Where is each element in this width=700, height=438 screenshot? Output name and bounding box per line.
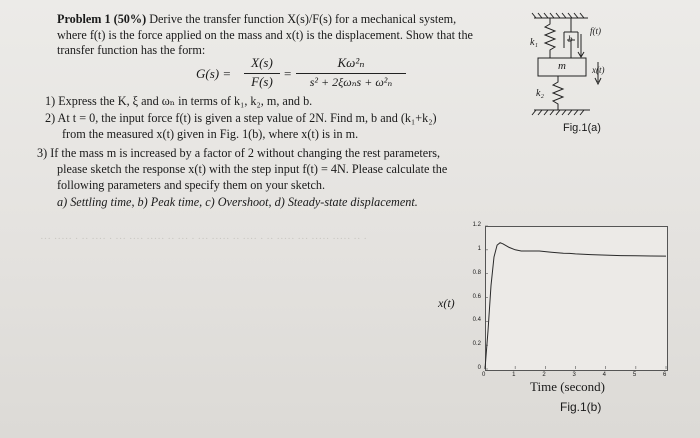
chart-ylabel: x(t): [438, 296, 455, 310]
mechanical-diagram-drawing: [528, 10, 648, 120]
ground-top-hatch: [532, 13, 584, 18]
xtick-label: 6: [663, 372, 667, 378]
label-xt: x(t): [592, 65, 605, 75]
question-3-line3: following parameters and specify them on your sketch.: [57, 178, 326, 192]
label-b: b: [568, 34, 573, 44]
xtick-label: 5: [632, 372, 637, 378]
formula-den1: F(s): [251, 74, 273, 89]
question-2-line2: from the measured x(t) given in Fig. 1(b), where x(t) is in m.: [62, 127, 359, 141]
mechanical-diagram: [528, 10, 648, 120]
formula-equals: =: [284, 66, 292, 81]
problem-intro-line1: [57, 12, 456, 27]
figure-1a-caption: Fig.1(a): [563, 122, 601, 134]
formula-den2: s² + 2ξωₙs + ω²ₙ: [309, 75, 393, 89]
formula-num2: Kω²ₙ: [337, 55, 365, 70]
xtick-label: 4: [602, 372, 606, 378]
xtick-label: 0: [482, 372, 486, 378]
ytick-label: 0.4: [472, 317, 481, 324]
ground-bottom-hatch: [532, 110, 584, 115]
label-m: m: [558, 60, 566, 72]
ytick-label: 1: [477, 245, 481, 252]
formula-lhs: G(s) =: [196, 66, 232, 81]
question-3-line2: please sketch the response x(t) with the step input f(t) = 4N. Please calculate the: [57, 162, 448, 176]
label-k2: k₂: [536, 88, 544, 99]
problem-text-line1: Derive the transfer function X(s)/F(s) for a mechanical system,: [149, 12, 457, 26]
step-response-chart: [485, 226, 666, 369]
ytick-label: 0.2: [472, 341, 481, 348]
problem-intro-line2: where f(t) is the force applied on the mass and x(t) is the displacement. Show that the: [57, 28, 473, 42]
question-2-line1: 2) At t = 0, the input force f(t) is given a step value of 2N. Find m, b and (k₁+k₂): [45, 111, 437, 125]
problem-heading: Problem 1 (50%): [57, 12, 147, 26]
chart-xlabel: Time (second): [530, 379, 605, 394]
label-ft: f(t): [590, 26, 601, 36]
spring-k1: [545, 18, 555, 58]
xtick-label: 3: [572, 372, 576, 378]
ytick-label: 1.2: [472, 222, 481, 228]
transfer-function-formula: [196, 55, 416, 95]
label-k1: k₁: [530, 37, 538, 48]
ytick-label: 0: [477, 365, 481, 371]
series-line-xt: [485, 243, 666, 369]
problem-intro-line3: transfer function has the form:: [57, 43, 206, 57]
question-1: 1) Express the K, ξ and ωₙ in terms of k₁, k₂, m, and b.: [45, 94, 313, 108]
question-3-line4: a) Settling time, b) Peak time, c) Overshoot, d) Steady-state displacement.: [57, 195, 418, 209]
figure-1b-caption: Fig.1(b): [560, 400, 602, 414]
xtick-label: 2: [542, 372, 546, 378]
formula-num1: X(s): [251, 55, 273, 70]
spring-k2: [553, 76, 563, 110]
ytick-label: 0.8: [472, 269, 481, 276]
bleed-through-text: ··· ····· · ·· ···· · ··· ···· ····· ·· ··· · ··· ····· ·· ···· · ·· ····· ··· ····· ····· ·· ·: [40, 233, 367, 245]
formula-fracline2: [296, 73, 406, 74]
question-3-line1: 3) If the mass m is increased by a factor of 2 without changing the rest parameters,: [37, 146, 441, 160]
ytick-label: 0.6: [472, 293, 481, 300]
xtick-label: 1: [512, 372, 516, 378]
